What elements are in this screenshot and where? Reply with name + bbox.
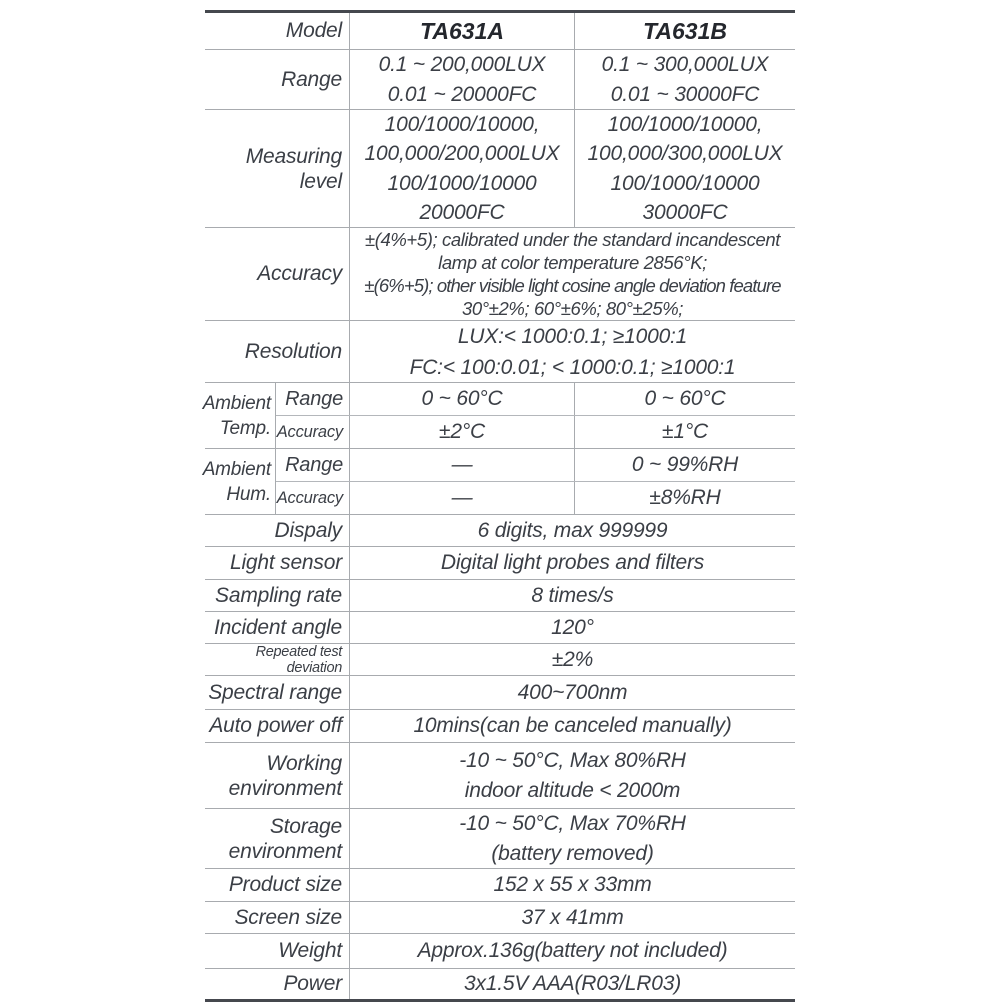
measuring-level-label: Measuring level (205, 110, 350, 227)
spectral-range-label: Spectral range (205, 676, 350, 709)
auto-power-off-label: Auto power off (205, 710, 350, 742)
ambient-hum-range-b: 0 ~ 99%RH (631, 453, 739, 476)
repeated-test-deviation-value: ±2% (551, 647, 594, 671)
incident-angle-label: Incident angle (205, 612, 350, 643)
range-label: Range (205, 50, 350, 109)
ambient-hum-accuracy-label: Accuracy (276, 482, 350, 514)
weight-label: Weight (205, 934, 350, 968)
resolution-value: LUX:< 1000:0.1; ≥1000:1 FC:< 100:0.01; < 1000:0.1; ≥1000:1 (409, 324, 736, 379)
row-working-environment (205, 743, 795, 809)
row-ambient-temp (202, 383, 795, 449)
row-resolution (205, 321, 795, 383)
row-screen-size (205, 902, 795, 934)
row-product-size (205, 869, 795, 902)
ambient-temp-accuracy-row (276, 416, 795, 448)
screen-size-label: Screen size (205, 902, 350, 933)
range-a-value: 0.1 ~ 200,000LUX 0.01 ~ 20000FC (350, 50, 575, 109)
ambient-hum-range-label: Range (276, 449, 350, 481)
sampling-rate-value: 8 times/s (531, 583, 614, 607)
display-label: Dispaly (205, 515, 350, 546)
ambient-temp-accuracy-b: ±1°C (662, 420, 708, 443)
model-a-value: TA631A (350, 13, 575, 49)
model-b-value: TA631B (643, 17, 727, 44)
weight-value: Approx.136g(battery not included) (417, 939, 728, 962)
row-weight (205, 934, 795, 969)
row-model (205, 13, 795, 50)
ambient-hum-range-row (276, 449, 795, 482)
power-value: 3x1.5V AAA(R03/LR03) (463, 972, 681, 995)
product-size-label: Product size (205, 869, 350, 901)
working-environment-label: Working environment (205, 743, 350, 808)
storage-environment-value: -10 ~ 50°C, Max 70%RH (battery removed) (459, 811, 686, 865)
storage-environment-label: Storage environment (205, 809, 350, 868)
row-incident-angle (205, 612, 795, 644)
ambient-temp-accuracy-label: Accuracy (276, 416, 350, 448)
ambient-temp-range-b: 0 ~ 60°C (644, 387, 726, 410)
spectral-range-value: 400~700nm (517, 680, 628, 704)
row-repeated-test-deviation (205, 644, 795, 676)
spec-table (202, 10, 795, 1002)
resolution-label: Resolution (205, 321, 350, 382)
measuring-level-b-value: 100/1000/10000, 100,000/300,000LUX 100/1000/10000 30000FC (587, 112, 783, 224)
row-spectral-range (205, 676, 795, 710)
ambient-hum-range-a: — (350, 449, 575, 481)
ambient-hum-accuracy-b: ±8%RH (649, 486, 721, 509)
row-light-sensor (205, 547, 795, 580)
product-size-value: 152 x 55 x 33mm (493, 873, 652, 896)
ambient-temp-label: Ambient Temp. (205, 383, 276, 448)
display-value: 6 digits, max 999999 (477, 518, 668, 542)
row-measuring-level (205, 110, 795, 228)
row-storage-environment (205, 809, 795, 869)
repeated-test-deviation-label: Repeated test deviation (205, 644, 350, 675)
row-sampling-rate (205, 580, 795, 612)
ambient-temp-range-row (276, 383, 795, 416)
working-environment-value: -10 ~ 50°C, Max 80%RH indoor altitude < 2000m (459, 748, 686, 802)
range-b-value: 0.1 ~ 300,000LUX 0.01 ~ 30000FC (601, 52, 769, 106)
light-sensor-value: Digital light probes and filters (440, 551, 705, 574)
row-accuracy (205, 228, 795, 321)
row-ambient-hum (202, 449, 795, 515)
ambient-temp-accuracy-a: ±2°C (350, 416, 575, 448)
screen-size-value: 37 x 41mm (521, 905, 624, 929)
ambient-temp-range-label: Range (276, 383, 350, 415)
auto-power-off-value: 10mins(can be canceled manually) (413, 714, 732, 737)
model-label: Model (205, 13, 350, 49)
ambient-temp-range-a: 0 ~ 60°C (350, 383, 575, 415)
ambient-hum-label: Ambient Hum. (205, 449, 276, 514)
ambient-hum-accuracy-a: — (350, 482, 575, 514)
measuring-level-a-value: 100/1000/10000, 100,000/200,000LUX 100/1000/10000 20000FC (350, 110, 575, 227)
row-auto-power-off (205, 710, 795, 743)
row-range (205, 50, 795, 110)
row-power (205, 969, 795, 999)
incident-angle-value: 120° (551, 615, 594, 639)
accuracy-value: ±(4%+5); calibrated under the standard incandescent lamp at color temperature 2856°K; ±(6%+5); other visible light cosine angle deviation feature 30°±2%; 60°±6%; 80°±25%; (364, 229, 781, 319)
sampling-rate-label: Sampling rate (205, 580, 350, 611)
row-display (205, 515, 795, 547)
ambient-hum-accuracy-row (276, 482, 795, 514)
power-label: Power (205, 969, 350, 999)
accuracy-label: Accuracy (205, 228, 350, 320)
light-sensor-label: Light sensor (205, 547, 350, 579)
